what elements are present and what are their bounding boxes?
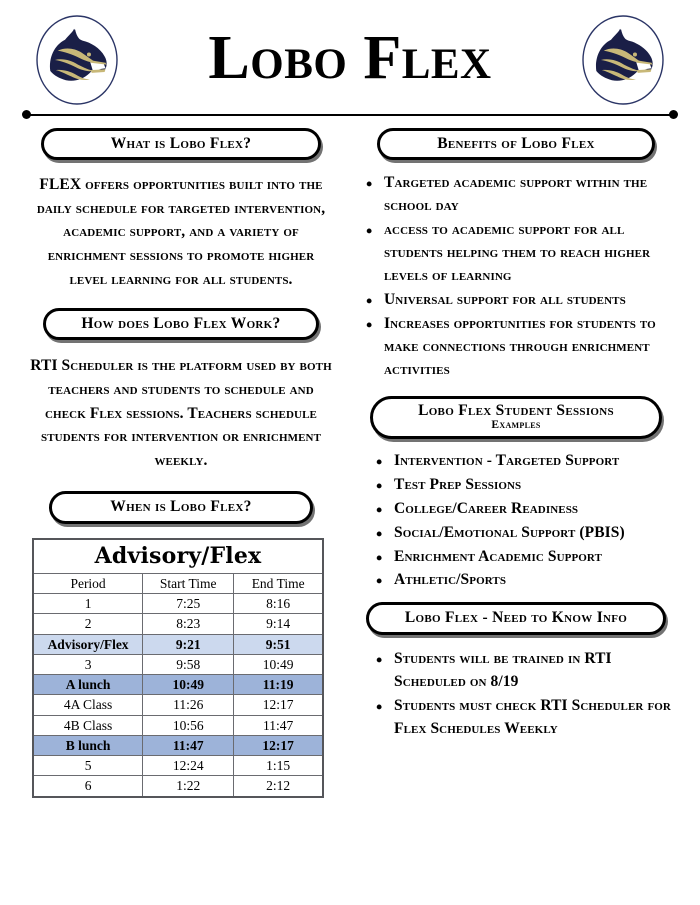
right-column bbox=[352, 128, 700, 798]
cell-period: 1 bbox=[33, 593, 143, 613]
cell-start: 9:21 bbox=[143, 634, 234, 654]
cell-period: Advisory/Flex bbox=[33, 634, 143, 654]
divider-rule bbox=[27, 114, 673, 116]
cell-end: 10:49 bbox=[234, 654, 323, 674]
advisory-flex-schedule-table bbox=[32, 538, 324, 798]
heading-label: Benefits of Lobo Flex bbox=[437, 135, 595, 152]
cell-start: 1:22 bbox=[143, 776, 234, 797]
list-item: • access to academic support for all students helping them to reach higher levels of learning bbox=[362, 219, 674, 288]
page-header bbox=[0, 0, 700, 112]
cell-period: 4A Class bbox=[33, 695, 143, 715]
cell-end: 9:51 bbox=[234, 634, 323, 654]
heading-need-to-know-info bbox=[366, 602, 666, 634]
column-header-end-time: End Time bbox=[234, 573, 323, 593]
table-row bbox=[33, 593, 323, 613]
list-item: • Intervention - Targeted Support bbox=[372, 450, 674, 473]
cell-start: 11:47 bbox=[143, 735, 234, 755]
wolf-logo-left bbox=[34, 14, 120, 106]
column-header-period: Period bbox=[33, 573, 143, 593]
how-does-lobo-flex-work-body: RTI Scheduler is the platform used by both teachers and students to schedule and check Flex sessions. Teachers schedule students for intervention or enrichment weekly. bbox=[30, 357, 332, 469]
table-row bbox=[33, 756, 323, 776]
cell-start: 9:58 bbox=[143, 654, 234, 674]
heading-lobo-flex-student-sessions bbox=[370, 396, 662, 439]
table-row bbox=[33, 695, 323, 715]
cell-period: A lunch bbox=[33, 675, 143, 695]
list-item: • Targeted academic support within the school day bbox=[362, 172, 674, 218]
cell-end: 11:47 bbox=[234, 715, 323, 735]
cell-period: B lunch bbox=[33, 735, 143, 755]
heading-what-is-lobo-flex bbox=[41, 128, 321, 160]
schedule-table-wrapper bbox=[24, 538, 338, 798]
cell-end: 11:19 bbox=[234, 675, 323, 695]
table-row-b-lunch bbox=[33, 735, 323, 755]
cell-period: 2 bbox=[33, 614, 143, 634]
cell-end: 1:15 bbox=[234, 756, 323, 776]
column-header-start-time: Start Time bbox=[143, 573, 234, 593]
table-row bbox=[33, 614, 323, 634]
cell-end: 9:14 bbox=[234, 614, 323, 634]
list-item: • Social/Emotional Support (PBIS) bbox=[372, 522, 674, 545]
table-row bbox=[33, 654, 323, 674]
student-sessions-list bbox=[358, 450, 674, 593]
header-divider bbox=[22, 110, 678, 120]
list-item: • Athletic/Sports bbox=[372, 569, 674, 592]
list-item: • Increases opportunities for students to make connections through enrichment activities bbox=[362, 313, 674, 382]
table-row-advisory-flex bbox=[33, 634, 323, 654]
page-title: Lobo Flex bbox=[208, 24, 492, 92]
heading-label: What is Lobo Flex? bbox=[110, 135, 252, 152]
heading-label: When is Lobo Flex? bbox=[110, 498, 252, 516]
cell-end: 2:12 bbox=[234, 776, 323, 797]
list-item: • College/Career Readiness bbox=[372, 498, 674, 521]
table-row bbox=[33, 715, 323, 735]
heading-label: How does Lobo Flex Work? bbox=[81, 315, 281, 333]
heading-label: Lobo Flex Student Sessions bbox=[418, 401, 614, 419]
schedule-table-body bbox=[33, 593, 323, 796]
heading-benefits-of-lobo-flex bbox=[377, 128, 655, 160]
table-title-row bbox=[33, 539, 323, 574]
cell-start: 7:25 bbox=[143, 593, 234, 613]
content-columns bbox=[0, 128, 700, 798]
benefits-list bbox=[358, 172, 674, 381]
cell-period: 3 bbox=[33, 654, 143, 674]
list-item: • Universal support for all students bbox=[362, 289, 674, 312]
cell-end: 12:17 bbox=[234, 695, 323, 715]
table-row bbox=[33, 776, 323, 797]
heading-label: Lobo Flex - Need to Know Info bbox=[404, 609, 628, 627]
cell-start: 10:49 bbox=[143, 675, 234, 695]
heading-how-does-lobo-flex-work bbox=[43, 308, 319, 340]
what-is-lobo-flex-body: FLEX offers opportunities built into the daily schedule for targeted intervention, academic support, and a variety of enrichment sessions to promote higher level learning for all students. bbox=[36, 176, 326, 288]
wolf-logo-right bbox=[580, 14, 666, 106]
cell-end: 8:16 bbox=[234, 593, 323, 613]
heading-when-is-lobo-flex bbox=[49, 491, 313, 523]
list-item: • Test Prep Sessions bbox=[372, 474, 674, 497]
left-column bbox=[0, 128, 352, 798]
schedule-title: Advisory/Flex bbox=[33, 539, 323, 574]
list-item: • Students will be trained in RTI Scheduled on 8/19 bbox=[372, 648, 674, 694]
list-item: • Enrichment Academic Support bbox=[372, 546, 674, 569]
heading-sublabel: Examples bbox=[491, 419, 541, 432]
cell-end: 12:17 bbox=[234, 735, 323, 755]
cell-start: 8:23 bbox=[143, 614, 234, 634]
cell-period: 6 bbox=[33, 776, 143, 797]
cell-start: 10:56 bbox=[143, 715, 234, 735]
cell-period: 5 bbox=[33, 756, 143, 776]
cell-start: 12:24 bbox=[143, 756, 234, 776]
cell-period: 4B Class bbox=[33, 715, 143, 735]
cell-start: 11:26 bbox=[143, 695, 234, 715]
table-row-a-lunch bbox=[33, 675, 323, 695]
list-item: • Students must check RTI Scheduler for Flex Schedules Weekly bbox=[372, 695, 674, 741]
need-to-know-list bbox=[358, 648, 674, 741]
divider-dot-right bbox=[669, 110, 678, 119]
table-header-row bbox=[33, 573, 323, 593]
